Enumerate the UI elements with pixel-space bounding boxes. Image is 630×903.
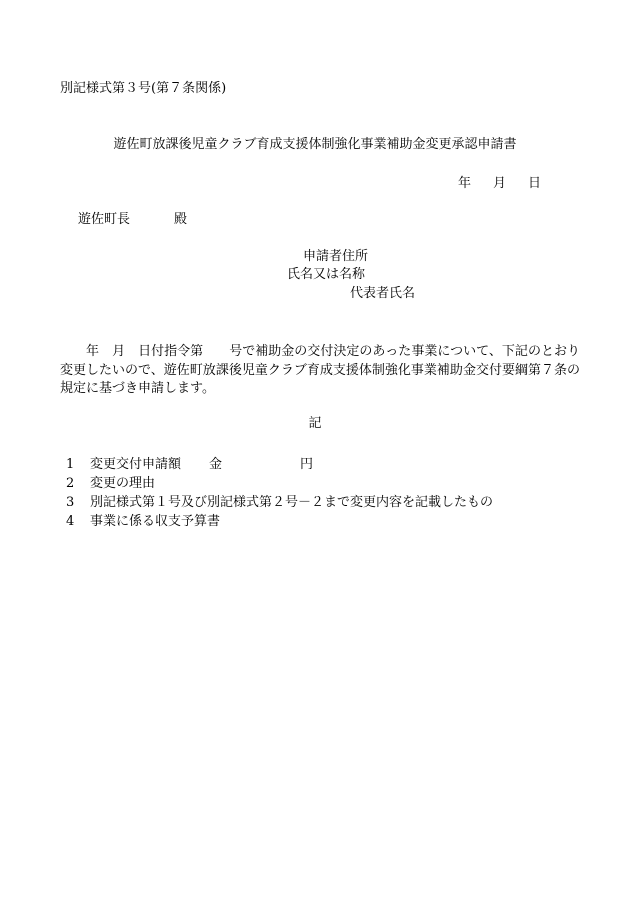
list-item (66, 474, 493, 493)
document-title: 遊佐町放課後児童クラブ育成支援体制強化事業補助金変更承認申請書 (113, 137, 517, 152)
addressee-name: 遊佐町長 (78, 212, 131, 227)
ki-heading: 記 (308, 416, 322, 431)
list-item (66, 455, 493, 474)
day-label: 日 (528, 176, 542, 191)
item-number: 4 (66, 514, 75, 529)
item-number: 1 (66, 457, 75, 472)
item-text: 事業に係る収支予算書 (90, 514, 221, 529)
form-number: 別記様式第３号(第７条関係) (60, 81, 227, 96)
applicant-name-label: 氏名又は名称 (287, 267, 366, 282)
amount-label: 金 (209, 457, 223, 472)
item-number: 3 (66, 495, 75, 510)
representative-name-label: 代表者氏名 (350, 286, 416, 301)
item-number: 2 (66, 476, 75, 491)
item-list (66, 455, 493, 531)
applicant-address-label: 申請者住所 (303, 249, 369, 264)
addressee-honorific: 殿 (174, 212, 188, 227)
item-text: 変更交付申請額 (90, 457, 182, 472)
month-label: 月 (493, 176, 507, 191)
addressee (78, 213, 187, 226)
item-text: 変更の理由 (90, 476, 156, 491)
date-line (458, 177, 541, 190)
list-item (66, 512, 493, 531)
year-label: 年 (458, 176, 472, 191)
item-text: 別記様式第１号及び別記様式第２号－２まで変更内容を記載したもの (90, 495, 494, 510)
body-paragraph: 年 月 日付指令第 号で補助金の交付決定のあった事業について、下記のとおり変更したいので、遊佐町放課後児童クラブ育成支援体制強化事業補助金交付要綱第７条の規定に基づき申請します。 (60, 344, 580, 396)
yen-unit: 円 (300, 457, 314, 472)
list-item (66, 493, 493, 512)
